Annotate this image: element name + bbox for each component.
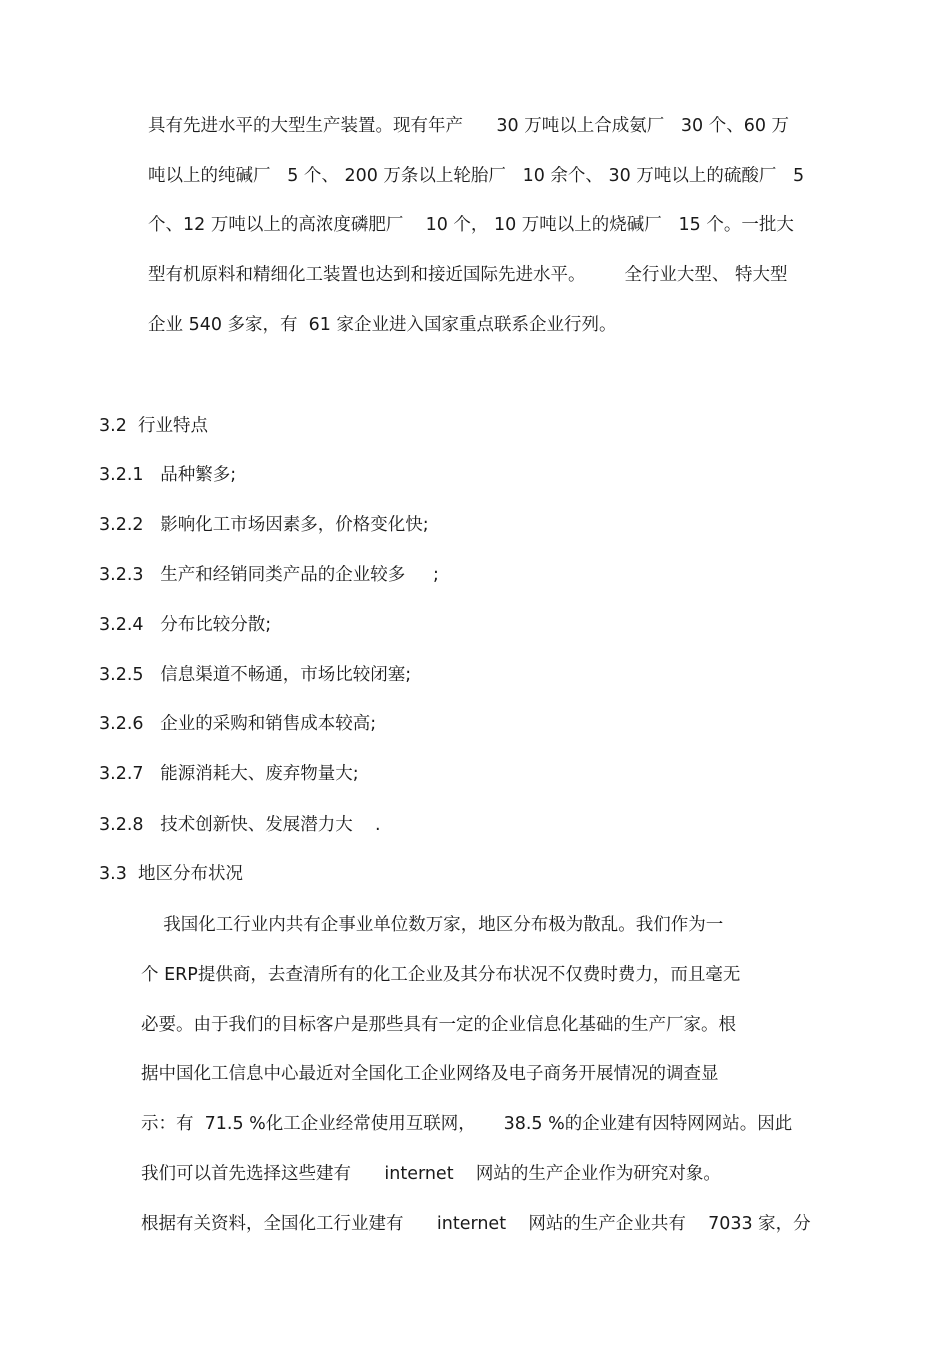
list-item: 3.2.8 技术创新快、发展潜力大 .: [99, 815, 381, 835]
list-item: 3.2.7 能源消耗大、废弃物量大;: [99, 764, 359, 784]
text-line: 个 ERP提供商，去查清所有的化工企业及其分布状况不仅费时费力，而且毫无: [141, 965, 741, 985]
text-line: 我们可以首先选择这些建有 internet 网站的生产企业作为研究对象。: [141, 1164, 721, 1184]
text-line: 示：有 71.5 %化工企业经常使用互联网， 38.5 %的企业建有因特网网站。因此: [141, 1114, 793, 1134]
list-item: 3.2.6 企业的采购和销售成本较高;: [99, 714, 377, 734]
list-item: 3.2.2 影响化工市场因素多，价格变化快;: [99, 515, 429, 535]
list-item: 3.2.3 生产和经销同类产品的企业较多 ;: [99, 565, 439, 585]
list-item: 3.2.1 品种繁多;: [99, 465, 237, 485]
text-line: 根据有关资料，全国化工行业建有 internet 网站的生产企业共有 7033 家，分: [141, 1214, 811, 1234]
list-item: 3.2.4 分布比较分散;: [99, 615, 272, 635]
list-item: 3.2.5 信息渠道不畅通，市场比较闭塞;: [99, 665, 412, 685]
text-line: 必要。由于我们的目标客户是那些具有一定的企业信息化基础的生产厂家。根: [141, 1015, 736, 1035]
text-line: 型有机原料和精细化工装置也达到和接近国际先进水平。 全行业大型、 特大型: [148, 265, 788, 285]
text-line: 具有先进水平的大型生产装置。现有年产 30 万吨以上合成氨厂 30 个、60 万: [148, 116, 790, 136]
text-line: 据中国化工信息中心最近对全国化工企业网络及电子商务开展情况的调查显: [141, 1064, 719, 1084]
text-line: 个、12 万吨以上的高浓度磷肥厂 10 个， 10 万吨以上的烧碱厂 15 个。一批大: [148, 215, 794, 235]
text-line: 吨以上的纯碱厂 5 个、 200 万条以上轮胎厂 10 余个、 30 万吨以上的硫酸厂 5: [148, 166, 805, 186]
text-line: 我国化工行业内共有企事业单位数万家，地区分布极为散乱。我们作为一: [141, 915, 724, 935]
text-line: 企业 540 多家，有 61 家企业进入国家重点联系企业行列。: [148, 315, 617, 335]
section-heading-3-2: 3.2 行业特点: [99, 416, 208, 436]
section-heading-3-3: 3.3 地区分布状况: [99, 864, 243, 884]
